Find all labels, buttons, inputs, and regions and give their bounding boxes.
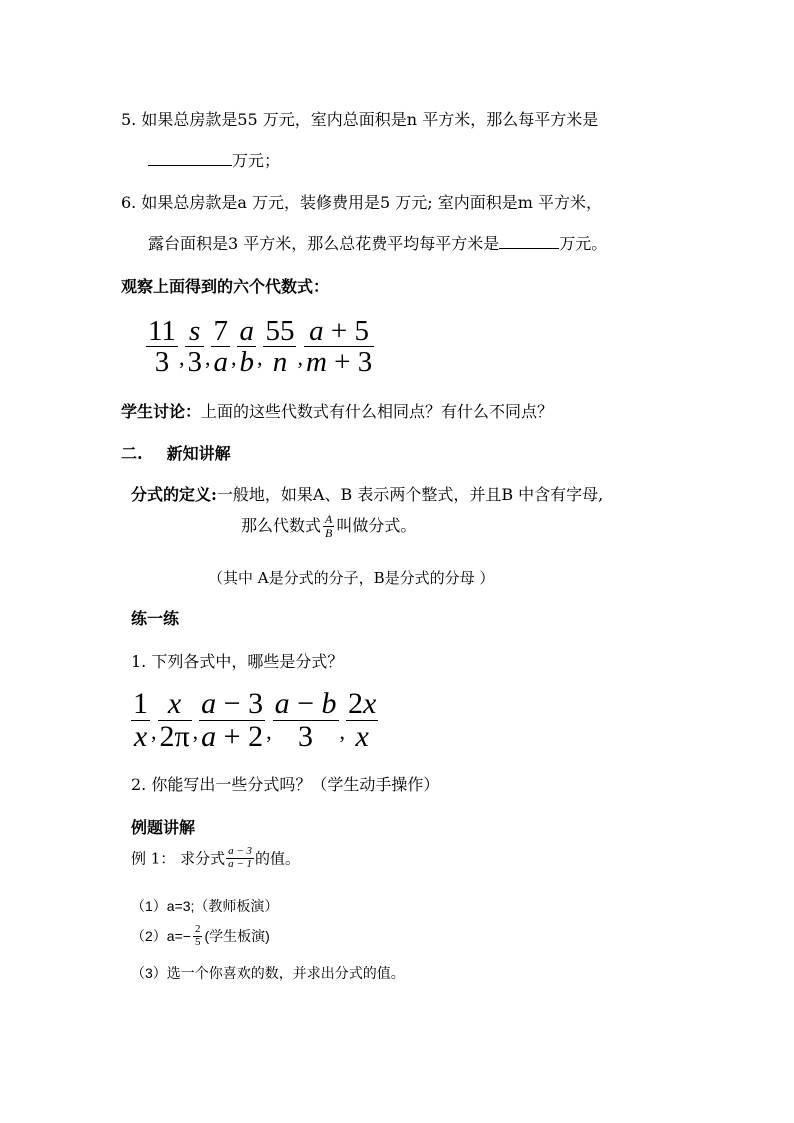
fraction <box>131 688 150 752</box>
discussion-text: 上面的这些代数式有什么相同点？有什么不同点？ <box>201 402 554 421</box>
fraction-denominator: 3 <box>154 346 170 379</box>
fraction <box>304 316 374 378</box>
fraction-denominator: 3 <box>187 346 202 379</box>
practice-question-2: 2. 你能写出一些分式吗？（学生动手操作） <box>131 775 440 794</box>
comma-separator: , <box>256 344 263 370</box>
comma-separator: , <box>151 719 157 744</box>
item-2-suffix: (学生板演) <box>204 928 270 945</box>
fraction-numerator: s <box>189 315 201 347</box>
fraction <box>263 316 296 378</box>
fraction <box>199 688 265 752</box>
fraction-denominator: x <box>355 719 369 753</box>
example-1-prefix: 例 1： 求分式 <box>131 849 226 868</box>
fraction-denominator: b <box>239 346 254 379</box>
comma-separator: , <box>178 344 185 370</box>
fraction-denominator: n <box>272 346 288 379</box>
fraction-numerator: 11 <box>148 315 176 347</box>
fraction-denominator: 2π <box>159 719 190 753</box>
fraction-numerator: a − b <box>274 687 337 720</box>
fraction-numerator: 2x <box>348 687 377 720</box>
fraction-denominator: x <box>133 719 148 753</box>
fraction-numerator: 1 <box>133 687 148 720</box>
section-number: 二. <box>121 444 143 463</box>
comma-separator: , <box>192 719 199 744</box>
definition-line2 <box>241 513 416 540</box>
definition-label: 分式的定义: <box>131 485 217 504</box>
question-6-text: 露台面积是3 平方米，那么总花费平均每平方米是 <box>148 234 500 253</box>
question-6-line2 <box>148 231 607 254</box>
comma-separator: , <box>297 344 303 370</box>
definition-suffix: 叫做分式。 <box>336 516 417 535</box>
definition-note: （其中 A是分式的分子，B是分式的分母 ） <box>208 569 495 587</box>
comma-separator: , <box>339 719 345 744</box>
definition-line1 <box>131 482 603 505</box>
example-1-suffix: 的值。 <box>255 849 301 868</box>
observe-heading: 观察上面得到的六个代数式： <box>121 277 330 296</box>
fraction-denominator: m + 3 <box>305 346 373 379</box>
example-1 <box>131 846 300 870</box>
question-6-unit: 万元。 <box>559 234 608 253</box>
fraction <box>146 316 178 378</box>
fraction <box>273 688 339 752</box>
fraction-denominator: 5 <box>194 935 201 948</box>
example-heading: 例题讲解 <box>131 818 196 837</box>
item-2-prefix: （2）a= <box>131 928 183 945</box>
fraction-numerator: x <box>167 687 182 720</box>
fraction <box>346 688 378 752</box>
question-5-unit: 万元； <box>232 151 281 170</box>
fraction-numerator: a <box>239 315 254 347</box>
fraction-2-over-5 <box>193 924 203 948</box>
discussion-label: 学生讨论： <box>121 402 202 421</box>
definition-prefix: 那么代数式 <box>241 516 322 535</box>
fraction <box>158 688 192 752</box>
practice-question-1: 1. 下列各式中，哪些是分式？ <box>131 652 344 671</box>
fraction-numerator: A <box>325 512 333 527</box>
comma-separator: , <box>230 344 237 370</box>
comma-separator: , <box>266 719 272 744</box>
question-5-line2 <box>148 148 280 171</box>
example-item-2 <box>131 924 270 948</box>
example-item-3: （3）选一个你喜欢的数，并求出分式的值。 <box>131 965 405 981</box>
fraction-denominator: a <box>213 346 228 379</box>
fraction-denominator: 3 <box>298 719 314 753</box>
discussion-line <box>121 399 553 422</box>
section-title: 新知讲解 <box>166 444 231 463</box>
practice-heading: 练一练 <box>131 609 180 628</box>
fraction-numerator: a + 5 <box>309 315 370 347</box>
question-5-line1: 5. 如果总房款是55 万元，室内总面积是n 平方米，那么每平方米是 <box>121 110 599 129</box>
fraction-denominator: B <box>325 526 333 540</box>
fraction-a-over-b <box>323 513 334 539</box>
fraction-denominator: a + 2 <box>201 719 264 753</box>
expression-set-2 <box>131 688 378 752</box>
fraction <box>185 316 204 378</box>
fraction <box>211 316 230 378</box>
fraction-numerator: 7 <box>213 315 228 347</box>
question-6-line1: 6. 如果总房款是a 万元，装修费用是5 万元; 室内面积是m 平方米， <box>121 193 602 212</box>
fraction-a-minus-3-over-a-minus-1 <box>226 846 254 870</box>
answer-blank[interactable] <box>148 149 232 166</box>
comma-separator: , <box>204 344 211 370</box>
minus-sign: − <box>182 928 191 945</box>
fraction <box>237 316 256 378</box>
fraction-numerator: a − 3 <box>201 687 264 720</box>
fraction-numerator: a − 3 <box>228 845 253 857</box>
definition-text: 一般地，如果A、B 表示两个整式，并且B 中含有字母, <box>216 485 604 504</box>
answer-blank[interactable] <box>499 232 559 249</box>
fraction-numerator: 55 <box>265 315 295 347</box>
fraction-numerator: 2 <box>194 923 201 935</box>
fraction-denominator: a − 1 <box>228 857 253 870</box>
example-item-1: （1）a=3;（教师板演） <box>131 898 279 914</box>
section-2-heading <box>121 441 231 464</box>
expression-set-1 <box>146 316 374 378</box>
